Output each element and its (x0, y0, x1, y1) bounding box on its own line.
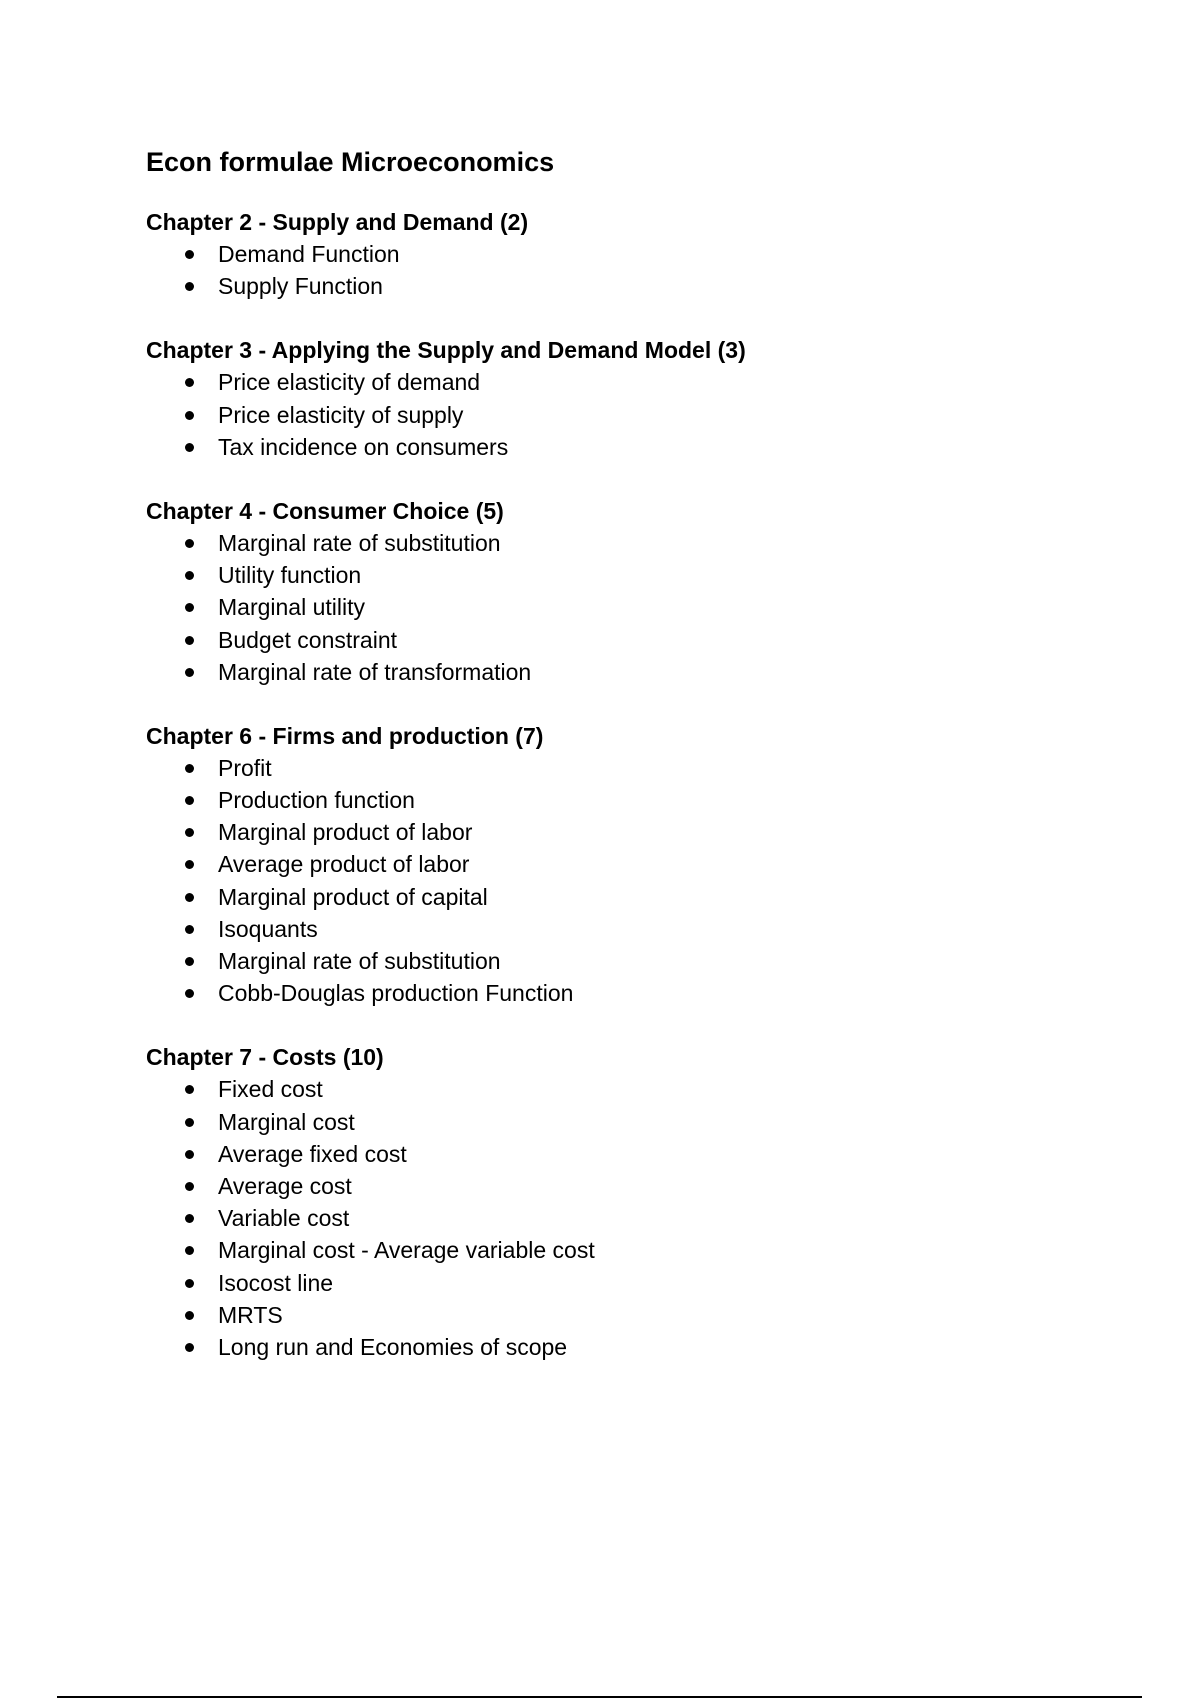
list-item (146, 591, 1106, 623)
list-item (146, 559, 1106, 591)
bullet-icon (185, 1246, 194, 1255)
list-item-label: Long run and Economies of scope (218, 1333, 568, 1360)
chapter-heading: Chapter 6 - Firms and production (7) (146, 722, 544, 749)
list-item (146, 1299, 1106, 1331)
list-item-label: Marginal utility (218, 594, 365, 621)
list-item-label: Fixed cost (218, 1076, 323, 1103)
list-item-label: MRTS (218, 1301, 283, 1328)
bullet-icon (185, 636, 194, 645)
list-item-label: Demand Function (218, 241, 400, 267)
bullet-icon (185, 1085, 194, 1094)
list-item-label: Price elasticity of supply (218, 401, 464, 428)
formula-list (146, 238, 1106, 302)
list-item (146, 1202, 1106, 1234)
bullet-icon (185, 378, 194, 387)
chapter-section (146, 722, 1106, 1010)
bullet-icon (185, 411, 194, 420)
list-item-label: Isoquants (218, 915, 318, 942)
chapter-section (146, 497, 1106, 688)
formula-list (146, 752, 1106, 1010)
list-item-label: Marginal rate of substitution (218, 529, 501, 556)
chapter-heading: Chapter 7 - Costs (10) (146, 1044, 384, 1071)
bullet-icon (185, 828, 194, 837)
list-item (146, 945, 1106, 977)
list-item-label: Marginal cost (218, 1108, 355, 1135)
list-item (146, 913, 1106, 945)
formula-list (146, 1073, 1106, 1363)
bullet-icon (185, 668, 194, 677)
list-item (146, 1267, 1106, 1299)
bullet-icon (185, 1118, 194, 1127)
bullet-icon (185, 989, 194, 998)
list-item-label: Marginal rate of substitution (218, 948, 501, 974)
list-item (146, 431, 1106, 463)
list-item (146, 848, 1106, 880)
list-item-label: Average fixed cost (218, 1140, 407, 1167)
list-item (146, 752, 1106, 784)
sections-container (146, 208, 1106, 1363)
list-item (146, 399, 1106, 431)
list-item (146, 1331, 1106, 1363)
list-item-label: Utility function (218, 562, 362, 589)
bullet-icon (185, 282, 194, 291)
list-item (146, 1106, 1106, 1138)
chapter-section (146, 208, 1106, 302)
formula-list (146, 527, 1106, 688)
list-item-label: Isocost line (218, 1269, 334, 1296)
list-item-label: Profit (218, 754, 272, 781)
bullet-icon (185, 571, 194, 580)
bullet-icon (185, 893, 194, 902)
formula-list (146, 366, 1106, 463)
list-item (146, 816, 1106, 848)
bullet-icon (185, 1279, 194, 1288)
bullet-icon (185, 925, 194, 934)
bullet-icon (185, 860, 194, 869)
bullet-icon (185, 1311, 194, 1320)
list-item-label: Tax incidence on consumers (218, 433, 509, 460)
list-item-label: Supply Function (218, 273, 383, 300)
bullet-icon (185, 603, 194, 612)
list-item (146, 1138, 1106, 1170)
document-title: Econ formulae Microeconomics (146, 147, 555, 177)
list-item (146, 624, 1106, 656)
bullet-icon (185, 1214, 194, 1223)
list-item-label: Variable cost (218, 1205, 350, 1232)
bullet-icon (185, 796, 194, 805)
list-item (146, 1073, 1106, 1105)
bullet-icon (185, 957, 194, 966)
list-item (146, 238, 1106, 270)
bullet-icon (185, 539, 194, 548)
footer-divider (57, 1696, 1142, 1698)
chapter-heading: Chapter 4 - Consumer Choice (5) (146, 497, 504, 524)
list-item (146, 1170, 1106, 1202)
list-item (146, 270, 1106, 302)
chapter-heading: Chapter 2 - Supply and Demand (2) (146, 209, 529, 235)
list-item (146, 977, 1106, 1009)
list-item-label: Price elasticity of demand (218, 369, 481, 396)
bullet-icon (185, 443, 194, 452)
bullet-icon (185, 1182, 194, 1191)
list-item-label: Average cost (218, 1172, 352, 1199)
list-item-label: Cobb-Douglas production Function (218, 980, 574, 1007)
list-item-label: Production function (218, 787, 415, 814)
bullet-icon (185, 250, 194, 259)
chapter-heading: Chapter 3 - Applying the Supply and Demand Model (3) (146, 337, 746, 364)
list-item (146, 881, 1106, 913)
chapter-section (146, 336, 1106, 463)
list-item (146, 527, 1106, 559)
bullet-icon (185, 1150, 194, 1159)
list-item-label: Budget constraint (218, 626, 398, 653)
list-item-label: Marginal rate of transformation (218, 658, 532, 685)
list-item-label: Marginal cost - Average variable cost (218, 1237, 595, 1264)
bullet-icon (185, 764, 194, 773)
list-item-label: Marginal product of capital (218, 883, 488, 910)
list-item (146, 784, 1106, 816)
list-item (146, 366, 1106, 398)
bullet-icon (185, 1343, 194, 1352)
list-item (146, 1234, 1106, 1266)
document-page (146, 146, 1106, 1397)
list-item-label: Marginal product of labor (218, 819, 473, 846)
list-item (146, 656, 1106, 688)
list-item-label: Average product of labor (218, 851, 470, 878)
chapter-section (146, 1043, 1106, 1363)
